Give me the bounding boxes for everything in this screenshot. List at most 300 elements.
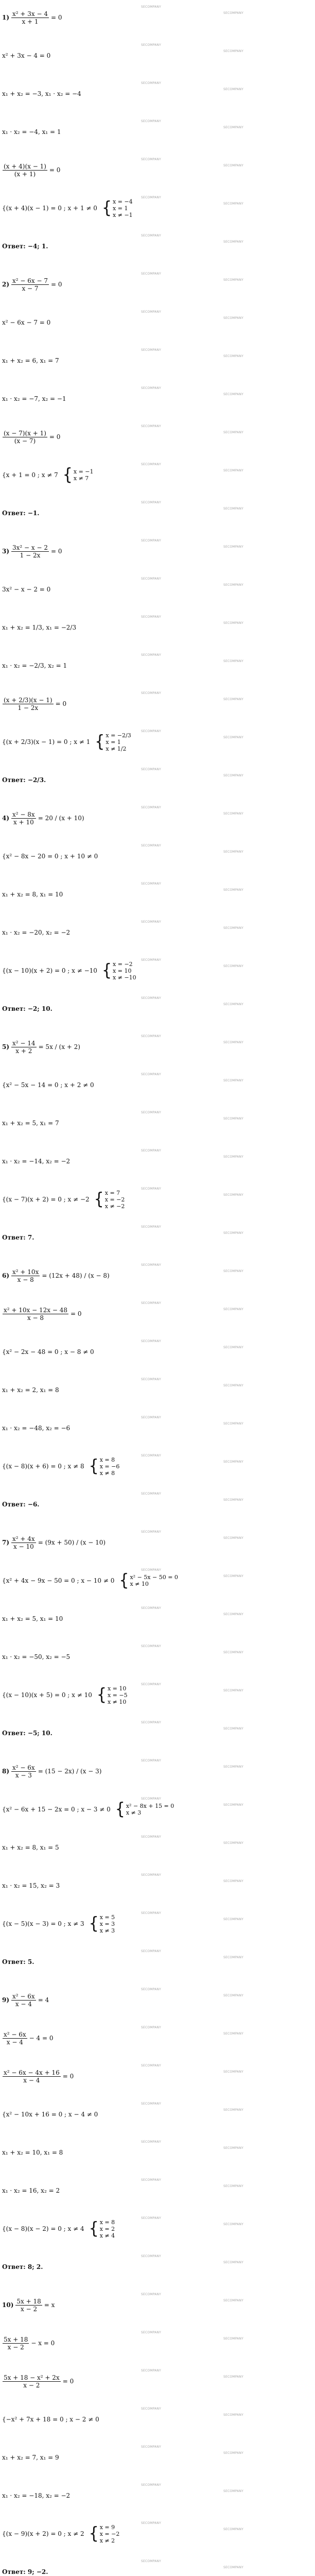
solution-line: [2, 843, 313, 870]
equation-text: x₁ + x₂ = 1/3, x₁ = −2/3: [2, 624, 77, 631]
solution-line: [2, 1758, 313, 1785]
fraction: [11, 811, 36, 826]
brace-icon: {: [101, 198, 112, 218]
answer-text: Ответ: 7.: [2, 1234, 34, 1241]
watermark-logo: SECOMPANY: [223, 393, 243, 396]
solution-line: [2, 652, 313, 679]
system-lines: [113, 961, 136, 981]
numerator: x² − 6x: [12, 1764, 35, 1771]
system-line: x ≠ 4: [99, 2232, 115, 2239]
solution-line: [2, 2330, 313, 2357]
equation-text: x₁ + x₂ = 2, x₁ = 8: [2, 1386, 59, 1394]
watermark-logo: SECOMPANY: [223, 1498, 243, 1502]
solution-line: [2, 423, 313, 450]
equation: [2, 1646, 313, 1668]
watermark-logo: SECOMPANY: [141, 1873, 161, 1877]
equation: [2, 921, 313, 944]
watermark-logo: SECOMPANY: [141, 615, 161, 619]
equation: [2, 1112, 313, 1134]
solution-line: [2, 805, 313, 832]
equation: [2, 1264, 313, 1287]
answer-line: [2, 1720, 313, 1747]
watermark-logo: SECOMPANY: [141, 1378, 161, 1381]
equation: [2, 44, 313, 67]
watermark-logo: SECOMPANY: [223, 1384, 243, 1387]
watermark-logo: SECOMPANY: [223, 1079, 243, 1082]
watermark-logo: SECOMPANY: [223, 202, 243, 206]
system-line: x = −1: [73, 468, 94, 475]
brace-icon: {: [89, 1913, 99, 1934]
watermark-logo: SECOMPANY: [223, 469, 243, 472]
watermark-logo: SECOMPANY: [141, 2140, 161, 2144]
denominator: x − 2: [7, 2343, 24, 2351]
watermark-logo: SECOMPANY: [223, 1536, 243, 1540]
system-line: x = −2: [99, 2530, 120, 2537]
watermark-logo: SECOMPANY: [141, 1683, 161, 1686]
watermark-logo: SECOMPANY: [223, 888, 243, 892]
equation-right: = (12x + 48) / (x − 8): [42, 1272, 110, 1279]
equation: [2, 654, 313, 677]
watermark-logo: SECOMPANY: [223, 926, 243, 930]
system-line: x = 10: [113, 967, 132, 974]
equation-text: x₁ · x₂ = −4, x₁ = 1: [2, 128, 61, 135]
watermark-logo: SECOMPANY: [223, 850, 243, 854]
system-line: x = 2: [99, 2225, 115, 2232]
watermark-logo: SECOMPANY: [223, 2489, 243, 2493]
system-lines: [130, 1574, 178, 1587]
watermark-logo: SECOMPANY: [141, 2026, 161, 2029]
watermark-logo: SECOMPANY: [223, 964, 243, 968]
system-line: x = 1: [106, 738, 121, 745]
system-line: x = 3: [99, 1920, 115, 1927]
watermark-logo: SECOMPANY: [223, 659, 243, 663]
system-brace: [89, 1456, 120, 1477]
problem-number: 6): [2, 1272, 10, 1279]
equation: [2, 1951, 313, 1973]
equation: [2, 997, 313, 1020]
watermark-logo: SECOMPANY: [141, 501, 161, 504]
equation: [2, 502, 313, 524]
watermark-logo: SECOMPANY: [141, 996, 161, 1000]
system-brace: [97, 1685, 128, 1705]
watermark-logo: SECOMPANY: [141, 1416, 161, 1419]
watermark-logo: SECOMPANY: [141, 730, 161, 733]
system-brace: [89, 2524, 120, 2544]
watermark-logo: SECOMPANY: [223, 1613, 243, 1616]
brace-icon: {: [119, 1570, 129, 1590]
system-line: x ≠ −10: [113, 974, 136, 981]
solution-line: [2, 4, 313, 31]
answer-text: Ответ: 5.: [2, 1958, 34, 1965]
fraction: [3, 2031, 27, 2046]
system-line: x² − 8x + 15 = 0: [126, 1803, 174, 1809]
equation-text: {x² − 8x − 20 = 0 ; x + 10 ≠ 0: [2, 853, 98, 860]
fraction: [11, 1268, 40, 1283]
solution-line: [2, 2292, 313, 2318]
numerator: (x − 7)(x + 1): [4, 429, 46, 437]
equation-text: {x² − 5x − 14 = 0 ; x + 2 ≠ 0: [2, 1081, 94, 1089]
solution-line: [2, 2368, 313, 2395]
solution-line: [2, 2520, 313, 2547]
numerator: (x + 2/3)(x − 1): [4, 696, 52, 704]
solution-line: [2, 1643, 313, 1670]
system-lines: [126, 1803, 174, 1816]
solution-line: [2, 1338, 313, 1365]
equation: [2, 2522, 313, 2545]
equation: [2, 159, 313, 181]
solution-line: [2, 1453, 313, 1480]
system-lines: [108, 1685, 128, 1705]
watermark-logo: SECOMPANY: [141, 1645, 161, 1648]
system-line: x ≠ −1: [113, 211, 133, 218]
problem-number: 9): [2, 1996, 10, 2004]
watermark-logo: SECOMPANY: [223, 2108, 243, 2112]
watermark-logo: SECOMPANY: [141, 386, 161, 390]
equation: [2, 845, 313, 868]
watermark-logo: SECOMPANY: [141, 2293, 161, 2296]
problem-number: 7): [2, 1539, 10, 1546]
equation: [2, 807, 313, 829]
equation: [2, 1455, 313, 1478]
system-line: x² − 5x − 50 = 0: [130, 1574, 178, 1581]
problem-number: 2): [2, 281, 10, 288]
solution-line: [2, 309, 313, 336]
problem-number: 3): [2, 548, 10, 555]
system-line: x = −6: [99, 1463, 120, 1470]
solution-line: [2, 42, 313, 69]
numerator: 5x + 18: [16, 2297, 41, 2305]
watermark-logo: SECOMPANY: [141, 463, 161, 466]
equation: [2, 2370, 313, 2393]
solution-line: [2, 1605, 313, 1632]
numerator: x² − 6x − 4x + 16: [4, 2069, 60, 2076]
fraction: [15, 2298, 42, 2313]
equation-text: x₁ · x₂ = −14, x₂ = −2: [2, 1158, 71, 1165]
equation: [2, 2294, 313, 2316]
solution-line: [2, 1148, 313, 1175]
system-line: x = 8: [99, 1456, 115, 1463]
answer-text: Ответ: −6.: [2, 1501, 40, 1508]
solution-line: [2, 1415, 313, 1442]
fraction: [11, 1993, 36, 2008]
watermark-logo: SECOMPANY: [141, 1492, 161, 1496]
equation: [2, 1569, 313, 1592]
equation-text: 3x² − x − 2 = 0: [2, 586, 51, 593]
answer-line: [2, 1491, 313, 1518]
brace-icon: {: [101, 960, 112, 980]
equation: [2, 2408, 313, 2431]
equation: [2, 1341, 313, 1363]
numerator: x² − 8x: [12, 810, 35, 818]
equation: [2, 1760, 313, 1783]
solution-line: [2, 919, 313, 946]
watermark-logo: SECOMPANY: [141, 1187, 161, 1191]
watermark-logo: SECOMPANY: [223, 1651, 243, 1654]
equation: [2, 959, 313, 982]
watermark-logo: SECOMPANY: [141, 1530, 161, 1534]
answer-line: [2, 2253, 313, 2280]
watermark-logo: SECOMPANY: [141, 1568, 161, 1572]
equation: [2, 1379, 313, 1401]
watermark-logo: SECOMPANY: [141, 1149, 161, 1153]
solution-line: [2, 2025, 313, 2052]
system-line: x ≠ 8: [99, 1469, 115, 1477]
watermark-logo: SECOMPANY: [141, 1797, 161, 1801]
equation: [2, 426, 313, 448]
system-line: x = 8: [99, 2218, 115, 2226]
watermark-logo: SECOMPANY: [223, 2566, 243, 2569]
equation-text: {(x − 7)(x + 2) = 0 ; x ≠ −2: [2, 1196, 90, 1203]
solution-line: [2, 347, 313, 374]
watermark-logo: SECOMPANY: [223, 1269, 243, 1273]
answer-line: [2, 995, 313, 1022]
equation-text: x₁ + x₂ = −3, x₁ · x₂ = −4: [2, 90, 81, 97]
system-line: x ≠ −2: [104, 1202, 125, 1210]
numerator: x² − 6x − 7: [12, 277, 48, 284]
solution-line: [2, 1377, 313, 1403]
denominator: x − 10: [13, 1543, 34, 1550]
equation: [2, 1798, 313, 1821]
denominator: x − 4: [23, 2076, 40, 2084]
watermark-logo: SECOMPANY: [223, 1765, 243, 1769]
watermark-logo: SECOMPANY: [223, 1308, 243, 1311]
watermark-logo: SECOMPANY: [223, 545, 243, 549]
watermark-logo: SECOMPANY: [141, 806, 161, 809]
system-line: x = −5: [107, 1691, 128, 1699]
fraction: [11, 10, 49, 25]
equation: [2, 82, 313, 105]
watermark-logo: SECOMPANY: [141, 1911, 161, 1915]
system-brace: [95, 732, 131, 752]
watermark-logo: SECOMPANY: [141, 768, 161, 771]
watermark-logo: SECOMPANY: [223, 1155, 243, 1159]
equation-text: x₁ · x₂ = −2/3, x₂ = 1: [2, 662, 67, 669]
fraction: [11, 1535, 36, 1550]
fraction: [3, 163, 47, 178]
equation: [2, 2484, 313, 2507]
watermark-logo: SECOMPANY: [223, 1803, 243, 1807]
brace-icon: {: [95, 732, 105, 752]
solution-line: [2, 462, 313, 488]
watermark-logo: SECOMPANY: [141, 2369, 161, 2372]
watermark-logo: SECOMPANY: [141, 2483, 161, 2487]
watermark-logo: SECOMPANY: [223, 1193, 243, 1197]
watermark-logo: SECOMPANY: [141, 2102, 161, 2106]
brace-icon: {: [94, 1189, 104, 1209]
solution-line: [2, 118, 313, 145]
denominator: x − 8: [17, 1276, 34, 1283]
watermark-logo: SECOMPANY: [223, 1918, 243, 1921]
equation: [2, 578, 313, 601]
equation-text: x² − 6x − 7 = 0: [2, 319, 51, 326]
equation-text: {(x − 8)(x + 6) = 0 ; x ≠ 8: [2, 1463, 84, 1470]
solution-line: [2, 1796, 313, 1823]
equation: [2, 1417, 313, 1439]
solution-line: [2, 1072, 313, 1098]
system-line: x ≠ 2: [99, 2537, 115, 2544]
equation: [2, 2179, 313, 2202]
equation: [2, 1150, 313, 1173]
equation: [2, 1607, 313, 1630]
watermark-logo: SECOMPANY: [223, 1117, 243, 1121]
equation-right: = 4: [38, 1996, 49, 2004]
equation: [2, 311, 313, 334]
equation: [2, 273, 313, 296]
solution-line: [2, 614, 313, 641]
fraction: [3, 1307, 68, 1321]
equation: [2, 2332, 313, 2354]
watermark-logo: SECOMPANY: [141, 2255, 161, 2258]
watermark-logo: SECOMPANY: [141, 310, 161, 314]
equation-text: x₁ · x₂ = −50, x₂ = −5: [2, 1653, 71, 1660]
denominator: x − 4: [15, 2000, 32, 2008]
denominator: x − 7: [22, 284, 39, 292]
solution-line: [2, 2063, 313, 2090]
equation-text: x₁ · x₂ = −7, x₂ = −1: [2, 395, 66, 402]
equation: [2, 2027, 313, 2049]
brace-icon: {: [89, 2218, 99, 2239]
watermark-logo: SECOMPANY: [223, 1041, 243, 1044]
equation-text: x₁ · x₂ = 16, x₂ = 2: [2, 2187, 60, 2194]
watermark-logo: SECOMPANY: [141, 2064, 161, 2067]
equation: [2, 2561, 313, 2576]
equation: [2, 2103, 313, 2126]
solution-line: [2, 1987, 313, 2013]
solution-line: [2, 1834, 313, 1861]
watermark-logo: SECOMPANY: [223, 2337, 243, 2341]
equation: [2, 1036, 313, 1058]
equation: [2, 769, 313, 791]
watermark-logo: SECOMPANY: [141, 1759, 161, 1762]
watermark-logo: SECOMPANY: [223, 2146, 243, 2150]
watermark-logo: SECOMPANY: [223, 736, 243, 739]
denominator: x + 1: [22, 18, 39, 25]
answer-text: Ответ: 9; −2.: [2, 2568, 48, 2575]
equation-text: x₁ + x₂ = 7, x₁ = 9: [2, 2454, 59, 2461]
answer-line: [2, 2558, 313, 2576]
numerator: x² + 4x: [12, 1535, 35, 1543]
equation-text: x₁ + x₂ = 5, x₁ = 10: [2, 1615, 63, 1622]
watermark-logo: SECOMPANY: [141, 120, 161, 123]
watermark-logo: SECOMPANY: [223, 2261, 243, 2264]
answer-line: [2, 500, 313, 527]
watermark-logo: SECOMPANY: [223, 278, 243, 282]
equation: [2, 1912, 313, 1935]
solution-line: [2, 881, 313, 908]
equation: [2, 1989, 313, 2011]
denominator: (x − 7): [14, 437, 36, 445]
solution-line: [2, 1262, 313, 1289]
equation: [2, 387, 313, 410]
numerator: x² − 6x: [4, 2030, 26, 2038]
system-lines: [105, 1190, 125, 1210]
equation: [2, 6, 313, 29]
system-line: x ≠ 3: [99, 1927, 115, 1934]
equation-right: = 0: [62, 2073, 74, 2080]
equation: [2, 1188, 313, 1211]
equation-text: {(x − 9)(x + 2) = 0 ; x ≠ 2: [2, 2530, 84, 2537]
denominator: x − 2: [21, 2305, 38, 2313]
watermark-logo: SECOMPANY: [223, 2299, 243, 2302]
system-line: x ≠ 3: [126, 1809, 142, 1816]
watermark-logo: SECOMPANY: [141, 844, 161, 848]
solution-line: [2, 1110, 313, 1137]
numerator: 5x + 18 − x² + 2x: [4, 2374, 60, 2381]
fraction: [3, 2069, 61, 2084]
fraction: [3, 2374, 61, 2389]
watermark-logo: SECOMPANY: [223, 507, 243, 511]
watermark-logo: SECOMPANY: [223, 774, 243, 777]
brace-icon: {: [96, 1685, 107, 1705]
equation: [2, 2217, 313, 2240]
equation-text: {(x + 4)(x − 1) = 0 ; x + 1 ≠ 0: [2, 205, 97, 212]
brace-icon: {: [89, 1456, 99, 1476]
watermark-logo: SECOMPANY: [141, 2560, 161, 2563]
equation: [2, 616, 313, 639]
equation-right: = 0: [51, 14, 62, 21]
numerator: x² − 6x: [12, 1992, 35, 2000]
system-line: x = −4: [113, 198, 133, 205]
numerator: x² + 10x − 12x − 48: [4, 1306, 67, 1314]
equation-right: = (15 − 2x) / (x − 3): [38, 1768, 102, 1775]
system-line: x ≠ 7: [73, 475, 89, 482]
equation: [2, 1722, 313, 1744]
answer-text: Ответ: −2; 10.: [2, 1005, 52, 1012]
watermark-logo: SECOMPANY: [141, 691, 161, 695]
equation-text: {x² + 4x − 9x − 50 = 0 ; x − 10 ≠ 0: [2, 1577, 115, 1584]
watermark-logo: SECOMPANY: [141, 5, 161, 9]
solution-line: [2, 2444, 313, 2471]
watermark-logo: SECOMPANY: [223, 1346, 243, 1349]
watermark-logo: SECOMPANY: [141, 1035, 161, 1038]
system-line: x = 7: [104, 1189, 120, 1196]
equation: [2, 235, 313, 258]
equation-text: x² + 3x − 4 = 0: [2, 52, 51, 59]
watermark-logo: SECOMPANY: [223, 11, 243, 15]
fraction: [3, 430, 47, 445]
watermark-logo: SECOMPANY: [223, 316, 243, 320]
equation: [2, 2256, 313, 2278]
watermark-logo: SECOMPANY: [223, 1689, 243, 1692]
fraction: [11, 1764, 36, 1779]
watermark-logo: SECOMPANY: [141, 2331, 161, 2334]
watermark-logo: SECOMPANY: [141, 1340, 161, 1343]
watermark-logo: SECOMPANY: [223, 164, 243, 167]
problem-number: 1): [2, 14, 10, 21]
watermark-logo: SECOMPANY: [141, 196, 161, 199]
system-line: x = 1: [113, 205, 128, 212]
equation: [2, 2065, 313, 2088]
watermark-logo: SECOMPANY: [141, 2216, 161, 2220]
watermark-logo: SECOMPANY: [223, 354, 243, 358]
watermark-logo: SECOMPANY: [141, 1835, 161, 1839]
solution-line: [2, 2406, 313, 2433]
equation-text: x₁ · x₂ = 15, x₂ = 3: [2, 1882, 60, 1889]
equation-text: x₁ · x₂ = −48, x₂ = −6: [2, 1425, 71, 1432]
solution-line: [2, 1186, 313, 1213]
watermark-logo: SECOMPANY: [141, 2445, 161, 2449]
equation: [2, 1226, 313, 1249]
watermark-logo: SECOMPANY: [223, 431, 243, 434]
watermark-logo: SECOMPANY: [141, 234, 161, 238]
answer-line: [2, 767, 313, 793]
equation-right: = (9x + 50) / (x − 10): [38, 1539, 106, 1546]
watermark-logo: SECOMPANY: [223, 1727, 243, 1731]
watermark-logo: SECOMPANY: [223, 2375, 243, 2379]
solution-line: [2, 1682, 313, 1708]
solution-line: [2, 1033, 313, 1060]
equation: [2, 692, 313, 715]
